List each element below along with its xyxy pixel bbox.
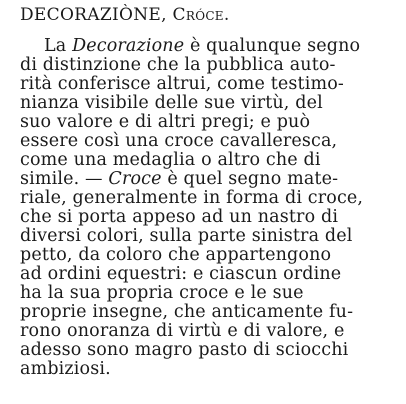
body-line-13: ad ordini equestri: e ciascun ordine (20, 264, 342, 284)
body-line-1-tail: è qualunque segno (184, 36, 361, 56)
body-line-8-tail: è quel segno mate- (161, 169, 339, 189)
body-line-5: suo valore e di altri pregi; e può (20, 112, 311, 132)
entry-synonym-end: . (223, 5, 230, 25)
body-line-12: petto, da coloro che appartengono (20, 245, 332, 265)
body-line-1 (44, 36, 360, 56)
body-line-10: che si porta appeso ad un nastro di (20, 207, 339, 227)
body-line-16: rono onoranza di virtù e di valore, e (20, 321, 345, 341)
body-line-7: come una medaglia o altro che di (20, 150, 321, 170)
body-line-8-lead: simile. — (20, 169, 109, 189)
entry-synonym: Cróce (172, 5, 224, 25)
body-line-6: essere così una croce cavalleresca, (20, 131, 338, 151)
entry-headword: DECORAZIÒNE (20, 5, 162, 25)
body-line-3: rità conferisce altrui, come testimo- (20, 74, 344, 94)
entry-separator: , (161, 5, 173, 25)
term-croce: Croce (108, 169, 162, 189)
body-line-17: adesso sono magro pasto di sciocchi (20, 340, 349, 360)
body-line-11: diversi colori, sulla parte sinistra del (20, 226, 353, 246)
body-line-4: nianza visibile delle sue virtù, del (20, 93, 323, 113)
body-line-9: riale, generalmente in forma di croce, (20, 188, 364, 208)
body-line-2: di distinzione che la pubblica auto- (20, 55, 336, 75)
entry-heading (20, 4, 230, 26)
body-line-15: proprie insegne, che anticamente fu- (20, 302, 354, 322)
body-line-18: ambiziosi. (20, 359, 111, 379)
term-decorazione: Decorazione (72, 36, 185, 56)
body-line-8 (20, 169, 338, 189)
body-line-1-lead: La (44, 36, 73, 56)
body-line-14: ha la sua propria croce e le sue (20, 283, 304, 303)
